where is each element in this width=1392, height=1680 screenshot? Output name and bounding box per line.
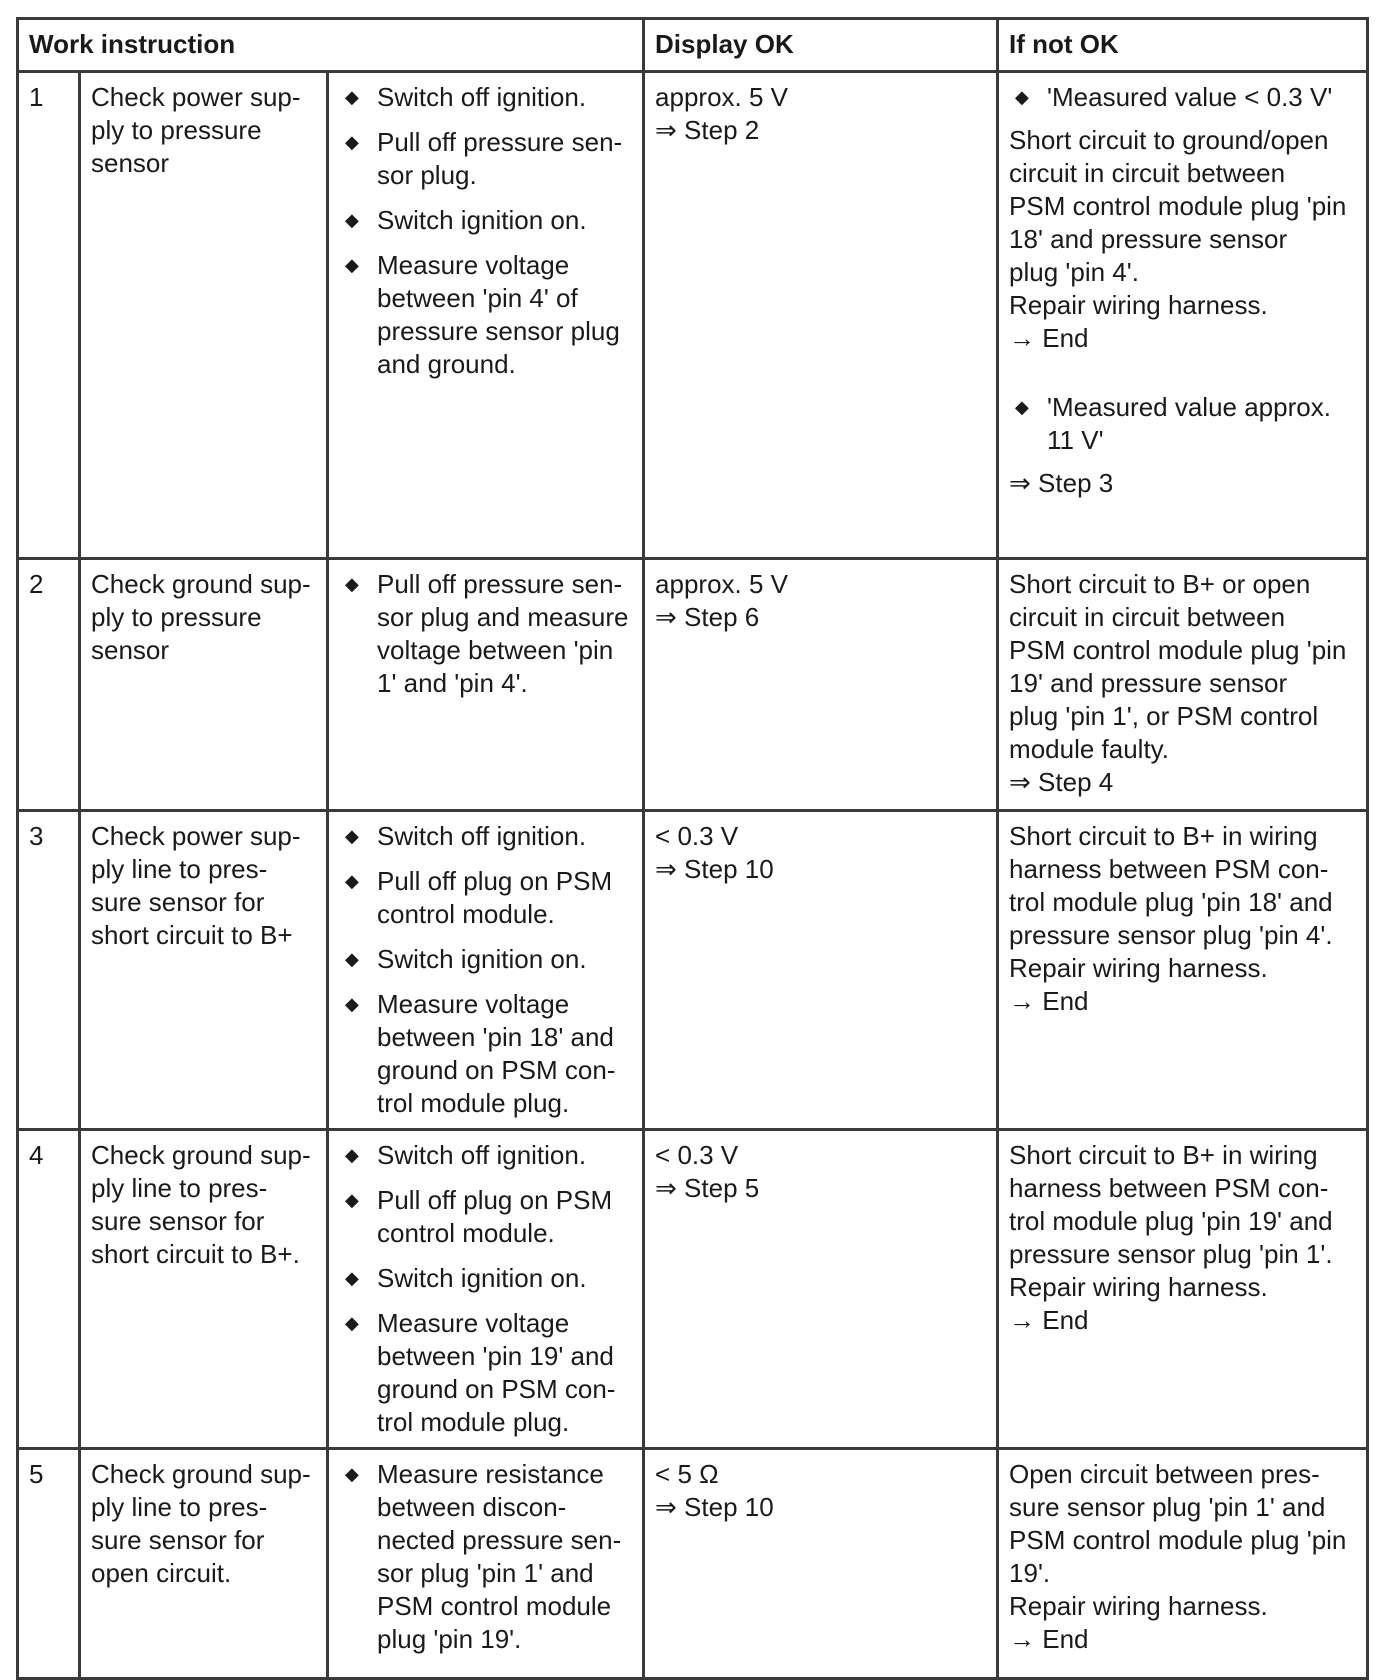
- step-title: Check ground sup- ply line to pres- sure sensor for short circuit to B+.: [80, 1130, 328, 1449]
- display-ok-cell: < 0.3 V ⇒ Step 10: [644, 811, 998, 1130]
- display-ok-cell: approx. 5 V ⇒ Step 6: [644, 559, 998, 811]
- bullet-icon: ◆: [345, 1145, 359, 1165]
- bullet-icon: ◆: [345, 255, 359, 275]
- step-number: 3: [18, 811, 80, 1130]
- step-title: Check ground sup- ply line to pres- sure sensor for open circuit.: [80, 1449, 328, 1679]
- table-header-row: [18, 19, 1368, 72]
- step-number: 2: [18, 559, 80, 811]
- bullet-icon: ◆: [345, 1313, 359, 1333]
- step-actions: [328, 811, 644, 1130]
- if-not-ok-cell: Short circuit to B+ in wiring harness between PSM con- trol module plug 'pin 19' and pressure sensor plug 'pin 1'. Repair wiring harness. → End: [998, 1130, 1368, 1449]
- step-title: Check power sup- ply to pressure sensor: [80, 72, 328, 559]
- action-item: ◆ Pull off pressure sen- sor plug and measure voltage between 'pin 1' and 'pin 4'.: [345, 569, 629, 698]
- table-row: [18, 1130, 1368, 1449]
- step-actions: [328, 1449, 644, 1679]
- bullet-icon: ◆: [345, 1190, 359, 1210]
- condition-item: ◆ 'Measured value approx. 11 V': [1015, 392, 1331, 455]
- action-item: ◆ Measure voltage between 'pin 4' of pressure sensor plug and ground.: [345, 250, 620, 379]
- header-work-instruction: Work instruction: [18, 19, 644, 72]
- remedy-text: Short circuit to ground/open circuit in circuit between PSM control module plug 'pin 18' and pressure sensor plug 'pin 4'. Repair wiring harness. → End: [1009, 125, 1347, 353]
- remedy-text: ⇒ Step 3: [1009, 468, 1114, 498]
- step-actions: [328, 559, 644, 811]
- bullet-icon: ◆: [345, 574, 359, 594]
- bullet-icon: ◆: [345, 1464, 359, 1484]
- display-ok-cell: < 5 Ω ⇒ Step 10: [644, 1449, 998, 1679]
- bullet-icon: ◆: [345, 871, 359, 891]
- action-item: ◆ Measure resistance between discon- nected pressure sen- sor plug 'pin 1' and PSM control module plug 'pin 19'.: [345, 1459, 622, 1654]
- step-actions: [328, 1130, 644, 1449]
- bullet-icon: ◆: [345, 210, 359, 230]
- bullet-icon: ◆: [345, 87, 359, 107]
- table-row: [18, 1449, 1368, 1679]
- bullet-icon: ◆: [1015, 397, 1029, 417]
- action-item: ◆ Switch ignition on.: [345, 1263, 587, 1293]
- action-item: ◆ Measure voltage between 'pin 19' and ground on PSM con- trol module plug.: [345, 1308, 616, 1437]
- table-row: [18, 72, 1368, 559]
- action-item: ◆ Pull off plug on PSM control module.: [345, 866, 613, 929]
- action-item: ◆ Switch off ignition.: [345, 82, 587, 112]
- if-not-ok-cell: Short circuit to B+ or open circuit in circuit between PSM control module plug 'pin 19' and pressure sensor plug 'pin 1', or PSM control module faulty. ⇒ Step 4: [998, 559, 1368, 811]
- bullet-icon: ◆: [345, 994, 359, 1014]
- action-item: ◆ Switch ignition on.: [345, 205, 587, 235]
- step-actions: [328, 72, 644, 559]
- action-item: ◆ Pull off plug on PSM control module.: [345, 1185, 613, 1248]
- bullet-icon: ◆: [1015, 87, 1029, 107]
- header-if-not-ok: If not OK: [998, 19, 1368, 72]
- if-not-ok-cell: Open circuit between pres- sure sensor plug 'pin 1' and PSM control module plug 'pin 19'. Repair wiring harness. → End: [998, 1449, 1368, 1679]
- step-number: 1: [18, 72, 80, 559]
- bullet-icon: ◆: [345, 132, 359, 152]
- step-title: Check power sup- ply line to pres- sure sensor for short circuit to B+: [80, 811, 328, 1130]
- work-instruction-table: [16, 17, 1369, 1680]
- table-row: [18, 559, 1368, 811]
- if-not-ok-cell: [998, 72, 1368, 559]
- display-ok-cell: < 0.3 V ⇒ Step 5: [644, 1130, 998, 1449]
- condition-item: ◆ 'Measured value < 0.3 V': [1015, 82, 1333, 112]
- bullet-icon: ◆: [345, 826, 359, 846]
- display-ok-cell: approx. 5 V ⇒ Step 2: [644, 72, 998, 559]
- table-row: [18, 811, 1368, 1130]
- action-item: ◆ Pull off pressure sen- sor plug.: [345, 127, 623, 190]
- step-number: 4: [18, 1130, 80, 1449]
- action-item: ◆ Switch off ignition.: [345, 821, 587, 851]
- action-item: ◆ Switch ignition on.: [345, 944, 587, 974]
- step-title: Check ground sup- ply to pressure sensor: [80, 559, 328, 811]
- header-display-ok: Display OK: [644, 19, 998, 72]
- action-item: ◆ Switch off ignition.: [345, 1140, 587, 1170]
- step-number: 5: [18, 1449, 80, 1679]
- action-item: ◆ Measure voltage between 'pin 18' and ground on PSM con- trol module plug.: [345, 989, 616, 1118]
- bullet-icon: ◆: [345, 949, 359, 969]
- bullet-icon: ◆: [345, 1268, 359, 1288]
- if-not-ok-cell: Short circuit to B+ in wiring harness between PSM con- trol module plug 'pin 18' and pressure sensor plug 'pin 4'. Repair wiring harness. → End: [998, 811, 1368, 1130]
